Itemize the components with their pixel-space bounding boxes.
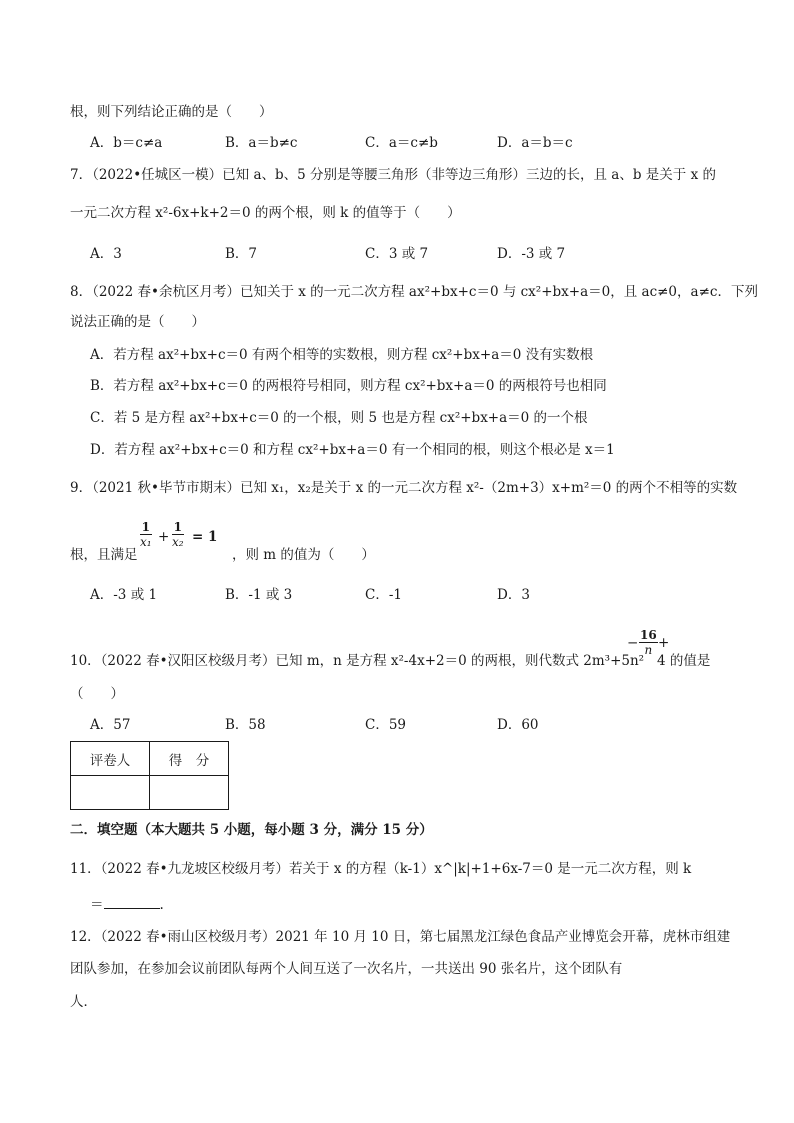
q10-option-c: C．59 [365, 717, 407, 733]
q8-stem-line1: 8．（2022 春•余杭区月考）已知关于 x 的一元二次方程 ax²+bx+c＝0 与 cx²+bx+a＝0，且 ac≠0，a≠c．下列 [70, 284, 758, 300]
q10-fraction [639, 628, 658, 657]
q9-option-b: B．-1 或 3 [225, 587, 293, 603]
q7-option-b: B．7 [225, 246, 258, 262]
q8-option-a: A．若方程 ax²+bx+c＝0 有两个相等的实数根，则方程 cx²+bx+a＝0 没有实数根 [90, 347, 594, 363]
q10-stem-line1-post: 4 的值是 [657, 653, 711, 669]
q6-option-d: D．a＝b＝c [497, 135, 573, 151]
score-table [70, 741, 229, 810]
q10-minus-sign: − [627, 635, 639, 651]
q6-option-c: C．a＝c≠b [365, 135, 438, 151]
q9-stem-line2-pre: 根，且满足 [70, 547, 138, 563]
q9-fraction-1-denominator: x₁ [140, 535, 152, 549]
q9-fraction-1 [140, 520, 152, 549]
q9-stem-line1: 9．（2021 秋•毕节市期末）已知 x₁，x₂是关于 x 的一元二次方程 x²-（2m+3）x+m²＝0 的两个不相等的实数 [70, 480, 738, 496]
q9-fraction-2-numerator: 1 [173, 520, 182, 534]
reviewer-header: 评卷人 [71, 742, 150, 776]
q12-stem-line2: 团队参加，在参加会议前团队每两个人间互送了一次名片，一共送出 90 张名片，这个团队有 [70, 961, 623, 977]
q7-stem-line1: 7．（2022•任城区一模）已知 a、b、5 分别是等腰三角形（非等边三角形）三边的长，且 a、b 是关于 x 的 [70, 167, 716, 183]
q10-option-d: D．60 [497, 717, 539, 733]
answer-blank [104, 894, 160, 909]
q9-stem-line2-post: ，则 m 的值为（ ） [232, 547, 375, 563]
q9-fraction-2-denominator: x₂ [172, 535, 184, 549]
reviewer-cell [71, 776, 150, 810]
q8-option-c: C．若 5 是方程 ax²+bx+c＝0 的一个根，则 5 也是方程 cx²+bx+a＝0 的一个根 [90, 410, 588, 426]
q11-stem-line2: ＝ . [90, 894, 164, 914]
q10-option-a: A．57 [90, 717, 131, 733]
q11-stem-line1 [70, 860, 691, 878]
q9-option-d: D．3 [497, 587, 530, 603]
q7-option-d: D．-3 或 7 [497, 246, 566, 262]
q12-stem-line1: 12．（2022 春•雨山区校级月考）2021 年 10 月 10 日，第七届黑龙江绿色食品产业博览会开幕，虎林市组建 [70, 929, 731, 945]
q9-plus-sign: + [158, 529, 170, 545]
q6-option-b: B．a＝b≠c [225, 135, 298, 151]
q12-stem-line3: 人． [70, 994, 97, 1010]
q9-option-c: C．-1 [365, 587, 402, 603]
q10-stem-line1-pre: 10．（2022 春•汉阳区校级月考）已知 m，n 是方程 x²-4x+2＝0 的两根，则代数式 2m³+5n² [70, 653, 645, 669]
q10-plus-sign: + [658, 635, 670, 651]
score-cell [150, 776, 229, 810]
q6-option-a: A．b＝c≠a [90, 135, 163, 151]
q10-option-b: B．58 [225, 717, 266, 733]
score-header: 得 分 [150, 742, 229, 776]
q8-stem-line2: 说法正确的是（ ） [70, 314, 205, 330]
q8-option-b: B．若方程 ax²+bx+c＝0 的两根符号相同，则方程 cx²+bx+a＝0 的两根符号也相同 [90, 378, 607, 394]
q11-equals: ＝ [90, 897, 104, 913]
q7-stem-line2: 一元二次方程 x²-6x+k+2＝0 的两个根，则 k 的值等于（ ） [70, 205, 461, 221]
q9-option-a: A．-3 或 1 [90, 587, 158, 603]
q10-stem-line2: （ ） [70, 686, 124, 702]
q9-fraction-1-numerator: 1 [141, 520, 150, 534]
q11-text: 11．（2022 春•九龙坡区校级月考）若关于 x 的方程（k-1）x^|k|+1+6x-7＝0 是一元二次方程，则 k [70, 861, 692, 877]
q7-option-a: A．3 [90, 246, 122, 262]
q10-fraction-numerator: 16 [640, 628, 657, 642]
q6-stem: 根，则下列结论正确的是（ ） [70, 104, 273, 120]
q10-fraction-denominator: n [644, 643, 653, 657]
q9-equals-one: = 1 [192, 529, 218, 545]
q9-fraction-2 [172, 520, 184, 549]
section-heading: 二．填空题（本大题共 5 小题，每小题 3 分，满分 15 分） [70, 822, 433, 838]
q7-option-c: C．3 或 7 [365, 246, 429, 262]
q8-option-d: D．若方程 ax²+bx+c＝0 和方程 cx²+bx+a＝0 有一个相同的根，则这个根必是 x＝1 [90, 442, 615, 458]
